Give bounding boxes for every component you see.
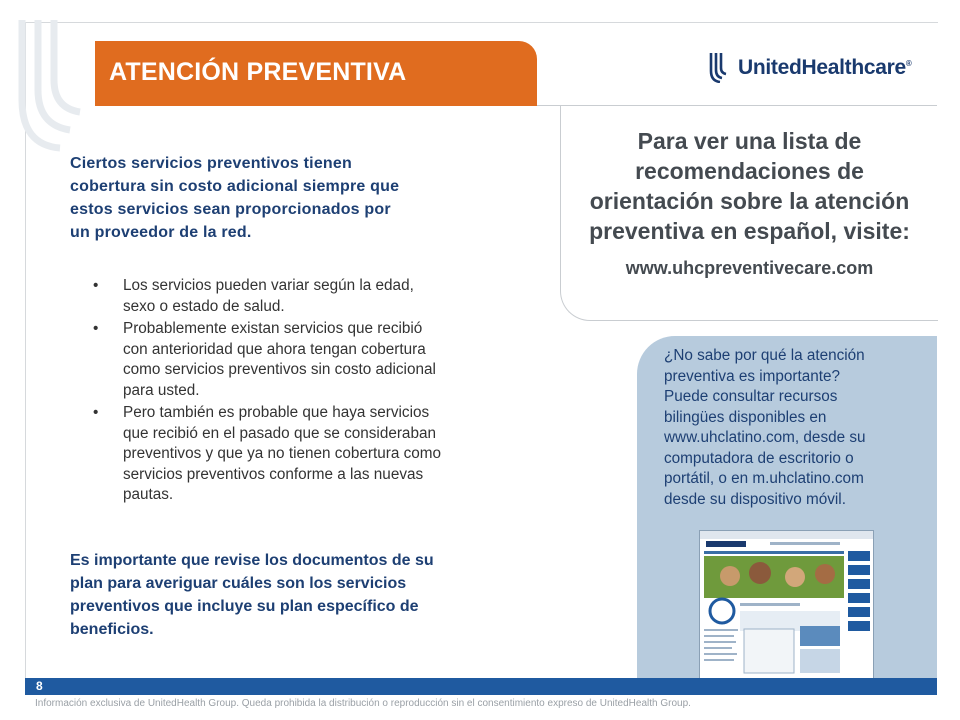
unitedhealthcare-logo [708, 52, 912, 84]
uhc-watermark-icon [0, 20, 95, 160]
list-item: • Probablemente existan servicios que recibió con anterioridad que ahora tengan cobertura como servicios preventivos sin costo adicional para usted. [93, 320, 436, 399]
website-thumbnail-icon [700, 531, 873, 679]
important-note: Es importante que revise los documentos de su plan para averiguar cuáles son los servicios preventivos que incluye su plan específico de beneficios. [70, 552, 434, 638]
page-number: 8 [36, 679, 43, 693]
bullet-list [93, 276, 513, 506]
website-screenshot-image [699, 530, 874, 680]
logo-wordmark: UnitedHealthcare® [738, 56, 912, 79]
callout-text: Para ver una lista de recomendaciones de orientación sobre la atención preventiva en español, visite: [589, 128, 910, 244]
footer-disclaimer: Información exclusiva de UnitedHealth Group. Queda prohibida la distribución o reproducción sin el consentimiento expreso de UnitedHealth Group. [35, 698, 691, 709]
side-panel-text: ¿No sabe por qué la atención preventiva es importante? Puede consultar recursos bilingües disponibles en www.uhclatino.com, desde su computadora de escritorio o portátil, o en m.uhclatino.com desde su dispositivo móvil. [664, 347, 866, 508]
list-item: • Los servicios pueden variar según la edad, sexo o estado de salud. [93, 277, 414, 315]
title-bar [95, 41, 537, 106]
callout-box [560, 106, 938, 321]
callout-url: www.uhcpreventivecare.com [625, 258, 874, 278]
intro-paragraph: Ciertos servicios preventivos tienen cobertura sin costo adicional siempre que estos servicios sean proporcionados por un proveedor de la red. [70, 155, 400, 241]
footer-bar [25, 678, 937, 695]
page-title: ATENCIÓN PREVENTIVA [109, 58, 407, 86]
uhc-u-logo-icon [708, 53, 730, 83]
list-item: • Pero también es probable que haya servicios que recibió en el pasado que se consideraban preventivos y que ya no tienen cobertura como servicios preventivos conforme a las nuevas pautas. [93, 404, 442, 503]
